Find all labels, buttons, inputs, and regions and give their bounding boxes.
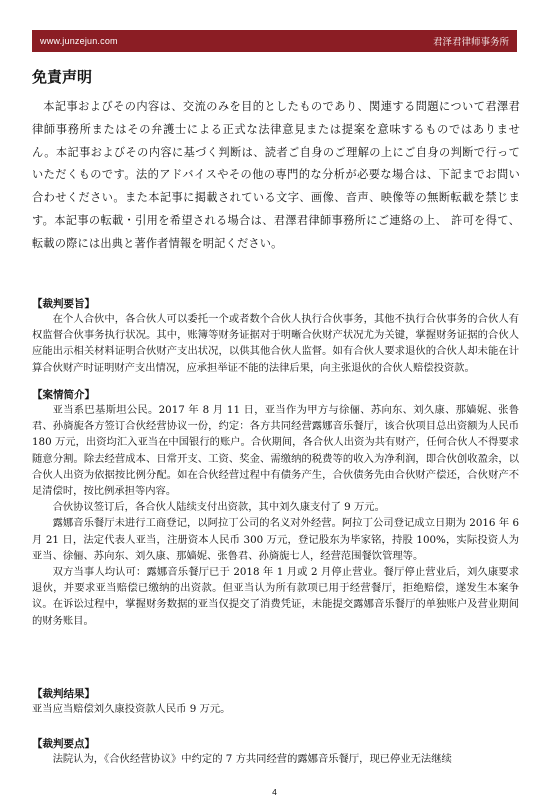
page-number: 4 xyxy=(272,787,277,797)
section-heading: 【裁判要旨】 xyxy=(32,298,95,310)
paragraph: 亚当系巴基斯坦公民。2017 年 8 月 11 日，亚当作为甲方与徐俪、苏向东、刘久康、那嫱妮、张鲁君、孙旖旎各方签订合伙经营协议一份，约定：各方共同经营露娜音乐餐厅，该合伙项目总出资额为人民币 180 万元，出资均汇入亚当在中国银行的账户。合伙期间，各合伙人出资为共有财产，任何合伙人不得要求随意分割。除去经营成本、日常开支、工资、奖金、需缴纳的税费等的收入为净利润，即合伙创收盈余，以合伙人出资为依据按比例分配。如在合伙经营过程中有债务产生，合伙债务先由合伙财产偿还，合伙财产不足清偿时，按比例承担等内容。 xyxy=(32,404,519,498)
paragraph: 在个人合伙中，各合伙人可以委托一个或者数个合伙人执行合伙事务，其他不执行合伙事务的合伙人有权监督合伙事务执行状况。其中，账簿等财务证据对于明晰合伙财产状况尤为关键，掌握财务证据的合伙人应能出示相关材料证明合伙财产支出状况，以供其他合伙人监督。如有合伙人要求退伙的合伙人却未能在计算合伙财产时证明财产支出情况，应承担举证不能的法律后果，向主张退伙的合伙人赔偿投资款。 xyxy=(32,313,519,374)
header-firm-name: 君泽君律师事务所 xyxy=(432,37,509,48)
section-heading: 【裁判要点】 xyxy=(32,738,95,750)
section-ruling-points xyxy=(32,736,519,767)
section-body xyxy=(32,751,519,767)
section-body xyxy=(32,311,519,376)
section-body xyxy=(32,701,519,717)
section-ruling-result xyxy=(32,686,519,717)
paragraph: 法院认为，《合伙经营协议》中约定的 7 方共同经营的露娜音乐餐厅，现已停业无法继续 xyxy=(52,753,452,765)
paragraph: 合伙协议签订后，各合伙人陆续支付出资款，其中刘久康支付了 9 万元。 xyxy=(52,501,385,514)
section-case-summary xyxy=(32,387,519,629)
disclaimer-title: 免責声明 xyxy=(32,68,93,86)
section-heading: 【案情简介】 xyxy=(32,389,95,401)
section-heading: 【裁判结果】 xyxy=(32,688,95,700)
disclaimer-body xyxy=(32,96,520,256)
disclaimer-text: 本記事およびその内容は、交流のみを目的としたものであり、関連する問題について君澤君律師事務所またはその弁護士による正式な法律意見または提案を意味するものではありません。本記事およびその内容に基づく判断は、読者ご自身のご理解の上にご自身の判断で行っていただくものです。法的アドバイスやその他の専門的な分析が必要な場合は、下記までお問い合わせください。また本記事に掲載されている文字、画像、音声、映像等の無断転載を禁じます。本記事の転載・引用を希望される場合は、君澤君律師事務所にご連絡の上、 許可を得て、転載の際には出典と著作者情報を明記ください。 xyxy=(32,100,520,250)
section-ruling-gist xyxy=(32,296,519,376)
header-url[interactable]: www.junzejun.com xyxy=(40,36,118,46)
paragraph: 露娜音乐餐厅未进行工商登记，以阿拉丁公司的名义对外经营。阿拉丁公司登记成立日期为 2016 年 6 月 21 日，法定代表人亚当，注册资本人民币 300 万元，登记股东为毕家铭，持股 100%，实际投资人为亚当、徐俪、苏向东、刘久康、那嫱妮、张鲁君、孙旖旎七人，经营范围餐饮管理等。 xyxy=(32,517,519,562)
section-body xyxy=(32,402,519,629)
header-bar xyxy=(32,30,517,52)
paragraph: 亚当应当赔偿刘久康投资款人民币 9 万元。 xyxy=(32,703,231,715)
paragraph: 双方当事人均认可：露娜音乐餐厅已于 2018 年 1 月或 2 月停止营业。餐厅停止营业后，刘久康要求退伙，并要求亚当赔偿已缴纳的出资款。但亚当认为所有款项已用于经营餐厅，拒绝赔偿，遂发生本案争议。在诉讼过程中，掌握财务数据的亚当仅提交了消费凭证，未能提交露娜音乐餐厅的单独账户及营业期间的财务账目。 xyxy=(32,566,519,627)
